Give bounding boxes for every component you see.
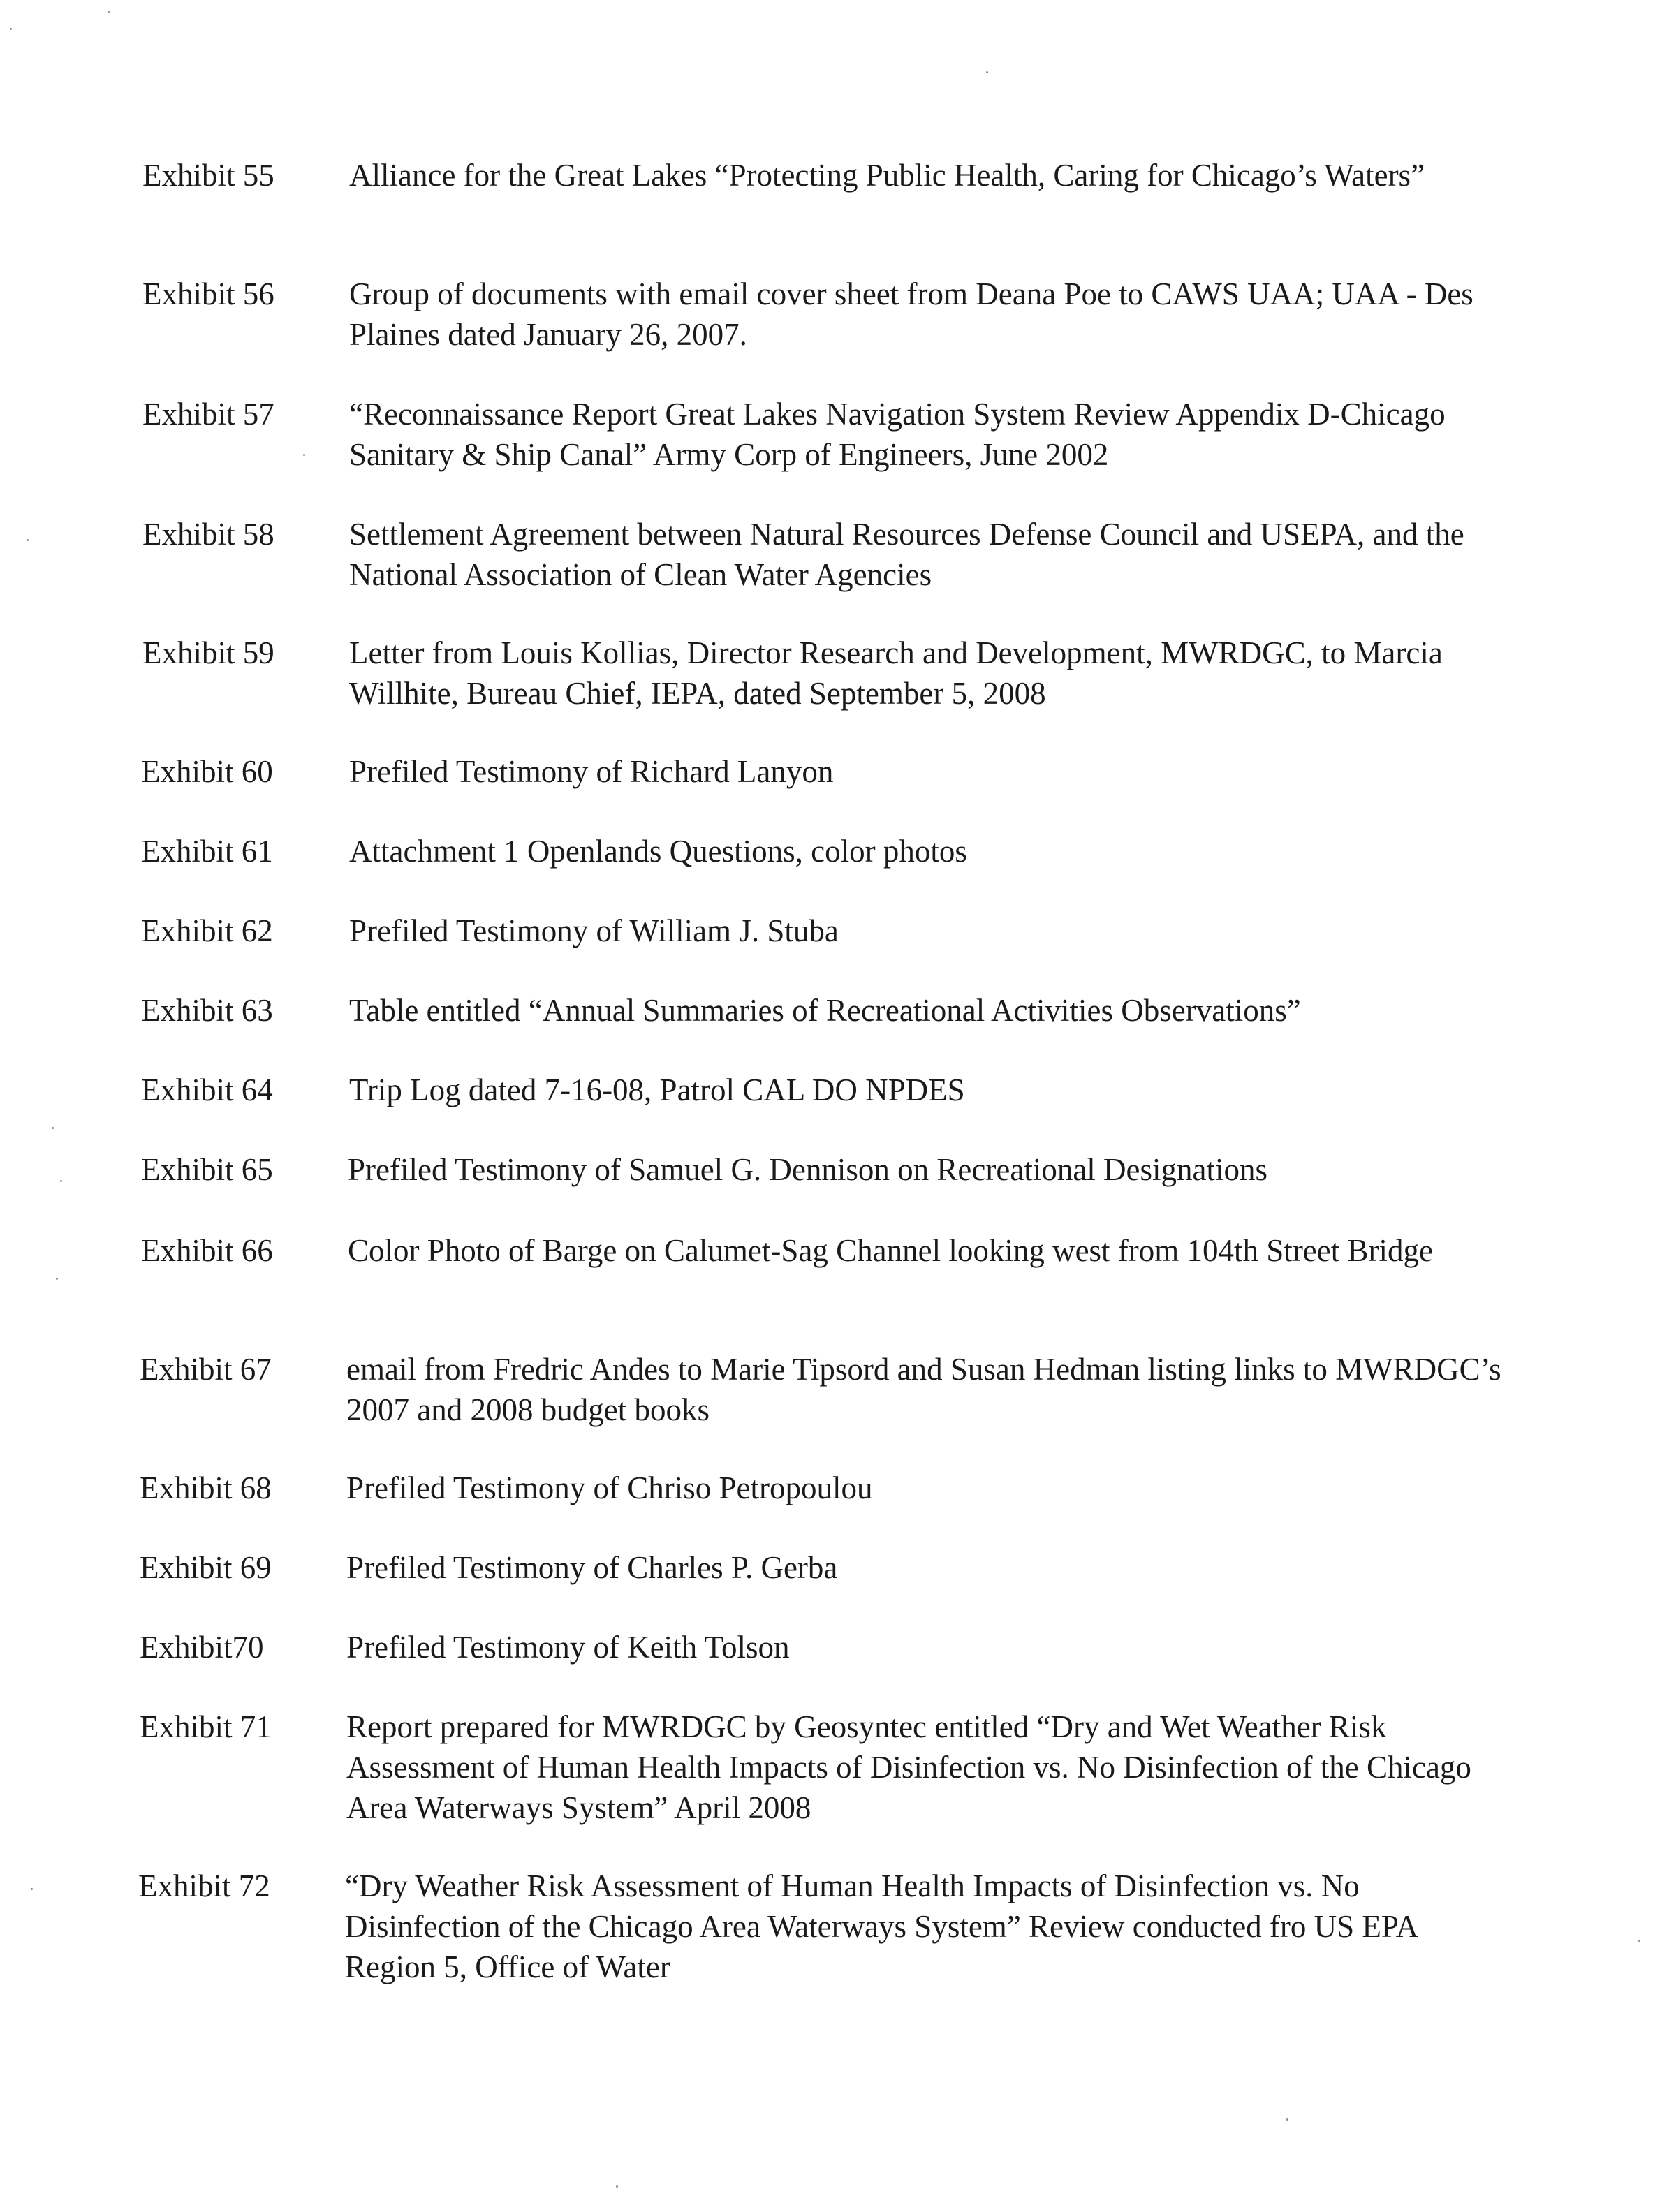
exhibit-label: Exhibit 64 bbox=[141, 1072, 273, 1107]
scan-speck bbox=[10, 28, 12, 30]
scan-speck bbox=[616, 2185, 618, 2188]
exhibit-label: Exhibit 69 bbox=[140, 1550, 272, 1585]
exhibit-label: Exhibit70 bbox=[140, 1630, 264, 1665]
exhibit-description: Prefiled Testimony of Richard Lanyon bbox=[349, 754, 834, 789]
exhibit-description: Prefiled Testimony of Keith Tolson bbox=[346, 1630, 790, 1665]
exhibit-description: Prefiled Testimony of Samuel G. Dennison on Recreational Designations bbox=[348, 1152, 1268, 1187]
exhibit-description: Prefiled Testimony of Charles P. Gerba bbox=[346, 1550, 838, 1585]
exhibit-label: Exhibit 63 bbox=[141, 993, 273, 1028]
exhibit-label: Exhibit 66 bbox=[141, 1233, 273, 1268]
exhibit-label: Exhibit 60 bbox=[141, 754, 273, 789]
scan-speck bbox=[986, 71, 988, 73]
exhibit-label: Exhibit 61 bbox=[141, 834, 273, 869]
exhibit-label: Exhibit 65 bbox=[141, 1152, 273, 1187]
scan-speck bbox=[60, 1180, 62, 1182]
exhibit-label: Exhibit 59 bbox=[142, 635, 274, 670]
exhibit-description: Settlement Agreement between Natural Resources Defense Council and USEPA, and the National Association of Clean Water Agencies bbox=[349, 517, 1464, 592]
scan-speck bbox=[27, 539, 29, 541]
scan-speck bbox=[52, 1127, 54, 1129]
exhibit-description: Prefiled Testimony of William J. Stuba bbox=[349, 913, 839, 948]
exhibit-label: Exhibit 67 bbox=[140, 1352, 272, 1387]
exhibit-description: Color Photo of Barge on Calumet-Sag Channel looking west from 104th Street Bridge bbox=[348, 1233, 1433, 1268]
exhibit-label: Exhibit 56 bbox=[142, 276, 274, 311]
scan-speck bbox=[108, 11, 110, 13]
exhibit-description: Report prepared for MWRDGC by Geosyntec entitled “Dry and Wet Weather Risk Assessment of Human Health Impacts of Disinfection vs. No Disinfection of the Chicago Area Waterways System” April 2008 bbox=[346, 1709, 1471, 1825]
exhibit-label: Exhibit 58 bbox=[142, 517, 274, 552]
scan-speck bbox=[1286, 2118, 1288, 2121]
exhibit-label: Exhibit 57 bbox=[142, 397, 274, 432]
exhibit-description: Group of documents with email cover sheet from Deana Poe to CAWS UAA; UAA - Des Plaines dated January 26, 2007. bbox=[349, 276, 1473, 352]
exhibit-description: Alliance for the Great Lakes “Protecting Public Health, Caring for Chicago’s Waters” bbox=[349, 158, 1425, 193]
scan-speck bbox=[56, 1278, 58, 1280]
exhibit-label: Exhibit 62 bbox=[141, 913, 273, 948]
exhibit-description: “Reconnaissance Report Great Lakes Navigation System Review Appendix D-Chicago Sanitary & Ship Canal” Army Corp of Engineers, June 2002 bbox=[349, 397, 1446, 472]
exhibit-label: Exhibit 72 bbox=[138, 1868, 270, 1903]
exhibit-label: Exhibit 68 bbox=[140, 1470, 272, 1505]
exhibit-description: Table entitled “Annual Summaries of Recreational Activities Observations” bbox=[349, 993, 1301, 1028]
exhibit-label: Exhibit 55 bbox=[142, 158, 274, 193]
scan-speck bbox=[1638, 1940, 1640, 1942]
exhibit-description: Letter from Louis Kollias, Director Research and Development, MWRDGC, to Marcia Willhite, Bureau Chief, IEPA, dated September 5, 2008 bbox=[349, 635, 1443, 711]
exhibit-description: “Dry Weather Risk Assessment of Human Health Impacts of Disinfection vs. No Disinfection of the Chicago Area Waterways System” Review conducted fro US EPA Region 5, Office of Water bbox=[345, 1868, 1417, 1984]
scan-speck bbox=[31, 1888, 33, 1890]
exhibit-description: Trip Log dated 7-16-08, Patrol CAL DO NPDES bbox=[349, 1072, 965, 1107]
exhibit-label: Exhibit 71 bbox=[140, 1709, 272, 1744]
exhibit-description: Prefiled Testimony of Chriso Petropoulou bbox=[346, 1470, 873, 1505]
scan-speck bbox=[303, 454, 305, 456]
exhibit-description: Attachment 1 Openlands Questions, color photos bbox=[349, 834, 967, 869]
exhibit-description: email from Fredric Andes to Marie Tipsord and Susan Hedman listing links to MWRDGC’s 2007 and 2008 budget books bbox=[346, 1352, 1501, 1427]
